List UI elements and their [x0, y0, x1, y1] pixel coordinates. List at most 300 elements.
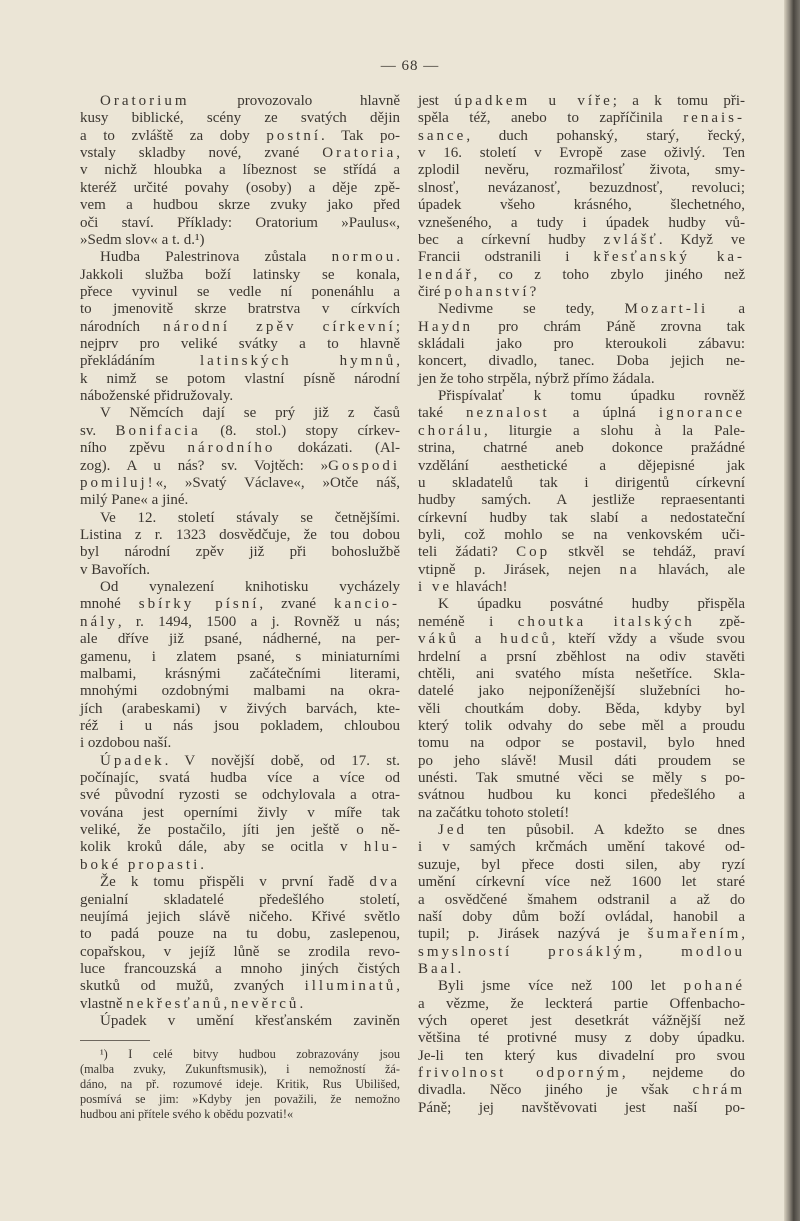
text-segment: neujímá jejich slávě ničeho. Křivé světlo [80, 908, 400, 925]
text-line [80, 1107, 400, 1122]
text-segment: ; a k tomu při- [612, 93, 745, 109]
text-line [80, 145, 400, 162]
text-line [418, 596, 745, 613]
text-segment: , [396, 145, 400, 162]
text-line [418, 631, 745, 648]
text-segment: ? [529, 283, 537, 300]
text-line [418, 475, 745, 492]
text-segment: byli, což mohlo se na venkovském uči- [418, 526, 745, 543]
emphasized-text: lendář [418, 266, 474, 283]
text-segment: hrdelní a prsní zběhlost na odiv stavěti [418, 648, 745, 665]
text-segment: v Bavořích. [80, 561, 150, 578]
text-segment: většina té protivné musy z doby úpadku. [418, 1030, 745, 1047]
text-line [80, 978, 400, 995]
text-segment: Že k tomu přispěli v první řadě [100, 874, 370, 891]
text-segment: koncert, divadlo, tanec. Doba jejich ne- [418, 353, 745, 370]
text-line [80, 944, 400, 961]
emphasized-text: Cop [516, 544, 551, 561]
emphasized-text: choutka italských [517, 613, 695, 630]
text-line [418, 128, 745, 145]
emphasized-text: latinských hymnů [199, 353, 397, 370]
text-line [418, 180, 745, 197]
text-segment: a to zvláště za doby [80, 127, 267, 144]
emphasized-text: šumařením [647, 926, 742, 943]
text-line [418, 353, 745, 370]
text-line [418, 388, 745, 405]
emphasized-text: chorálu [418, 422, 484, 439]
text-line [80, 388, 400, 405]
text-line [80, 701, 400, 718]
text-line [80, 93, 400, 110]
text-line [80, 1013, 400, 1030]
text-line [418, 215, 745, 232]
text-segment: Je-li ten který kus divadelní pro svou [418, 1047, 745, 1064]
text-line [80, 926, 400, 943]
text-segment: ale dříve již psané, nádherné, na per- [80, 631, 400, 648]
text-line [80, 631, 400, 648]
text-line [418, 1100, 745, 1117]
text-line [80, 475, 400, 492]
text-line [80, 510, 400, 527]
text-segment: vtipně p. Jirásek, nejen [418, 561, 620, 578]
text-segment: a [708, 301, 745, 318]
text-segment: Páně; jej navštěvovati jest naší po- [418, 1099, 745, 1116]
text-line [80, 1047, 400, 1062]
text-line [418, 978, 745, 995]
text-line [418, 110, 745, 127]
text-segment: hlavách! [452, 579, 508, 596]
emphasized-text: renais- [683, 110, 745, 127]
text-line [418, 1013, 745, 1030]
text-segment: dáno, na př. rozumové ideje. Kritik, Rus Ubilišed, [80, 1077, 400, 1091]
text-line [418, 787, 745, 804]
right-column [418, 93, 745, 1117]
text-segment: . [299, 995, 304, 1012]
text-segment: stkvěl se tehdáž, praví [550, 544, 745, 561]
text-line [418, 961, 745, 978]
emphasized-text: pomiluj! [80, 474, 156, 491]
text-segment: sv. [80, 422, 116, 439]
emphasized-text: boké propasti [80, 856, 201, 873]
text-segment: to padá pouze na tu dobu, zaslepenou, [80, 926, 400, 943]
emphasized-text: pohanství [444, 283, 530, 300]
text-segment: vstaly skladby nové, zvané [80, 145, 323, 162]
text-line [418, 544, 745, 561]
text-segment: nejprv pro veliké svátky a to hlavně [80, 336, 400, 353]
text-line [418, 926, 745, 943]
text-segment: ten působil. A kdežto se dnes [467, 822, 745, 839]
text-segment: (8. stol.) stopy církev- [200, 422, 400, 439]
text-segment: také [418, 405, 467, 422]
text-line [80, 301, 400, 318]
text-segment: u skladatelů tak i dirigentů církevní [418, 474, 745, 491]
text-line [80, 267, 400, 284]
text-line [418, 423, 745, 440]
text-line [80, 371, 400, 388]
text-segment: v 16. století v Evropě zase oživlý. Ten [418, 145, 745, 162]
text-segment: dokázati. (Al- [275, 440, 400, 457]
text-line [418, 579, 745, 596]
emphasized-text: Baal [418, 960, 458, 977]
text-segment: počínajíc, svatá hudba více a více od [80, 770, 400, 787]
text-segment: provozovalo hlavně [189, 93, 400, 109]
text-segment: oči staví. Příklady: Oratorium »Paulus«, [80, 214, 400, 231]
text-segment: zog). A u nás? sv. Vojtěch: » [80, 457, 329, 474]
text-segment: neméně i [418, 613, 518, 630]
text-line [418, 197, 745, 214]
emphasized-text: dva [369, 874, 400, 891]
text-line [418, 839, 745, 856]
text-segment: překládáním [80, 353, 200, 370]
text-segment: Od vynalezení knihotisku vycházely [100, 579, 400, 596]
text-line [418, 440, 745, 457]
text-segment: hlavách, ale [639, 561, 745, 578]
text-line [80, 492, 400, 509]
text-segment: i v samých krčmách umění takové od- [418, 839, 745, 856]
text-segment: a úplná [549, 405, 659, 422]
text-segment: a vězme, že leckterá partie Offenbacho- [418, 995, 745, 1012]
text-line [80, 353, 400, 370]
text-segment: vých operet jest desetkrát vážnější než [418, 1013, 745, 1030]
text-segment: naší doby dům boží ovládal, hanobil a [418, 908, 745, 925]
text-segment: mnohými ozdobnými malbami na okra- [80, 683, 400, 700]
emphasized-text: Jed [438, 822, 467, 839]
emphasized-text: postní [266, 127, 322, 144]
text-segment: malbami, krásnými začátečními literami, [80, 665, 400, 682]
text-segment: a osvědčené šmahem odstranil a až do [418, 891, 745, 908]
text-line [80, 614, 400, 631]
text-segment: . [200, 856, 204, 873]
emphasized-text: Oratorium [100, 93, 190, 109]
text-segment: . [396, 249, 400, 266]
text-segment: gamenu, i zlatem psané, s miniaturními [80, 648, 400, 665]
text-line [418, 996, 745, 1013]
text-segment: bec a církevní hudby [418, 231, 604, 248]
text-segment: . Tak po- [321, 127, 400, 144]
text-line [80, 1092, 400, 1107]
emphasized-text: hlu- [363, 839, 400, 856]
emphasized-text: Bonifacia [115, 422, 201, 439]
text-line [80, 110, 400, 127]
text-segment: posmívá se jim: »Kdyby jen považili, že nemožno [80, 1092, 400, 1106]
text-line [418, 666, 745, 683]
text-line [418, 492, 745, 509]
text-line [80, 249, 400, 266]
text-segment: Ve 12. století stávaly se četnějšími. [100, 509, 400, 526]
text-line [418, 232, 745, 249]
text-line [80, 874, 400, 891]
text-line [80, 753, 400, 770]
text-segment: církevní hudby tak slabí a nedostateční [418, 509, 745, 526]
text-line [80, 649, 400, 666]
text-line [80, 839, 400, 856]
text-line [80, 718, 400, 735]
text-line [418, 301, 745, 318]
text-line [80, 197, 400, 214]
text-line [418, 458, 745, 475]
text-segment: Jakkoli služba boží latinsky se konala, [80, 266, 400, 283]
text-segment: divadla. Něco jiného je však [418, 1082, 693, 1099]
emphasized-text: křesťanský ka- [593, 249, 745, 266]
text-line [80, 232, 400, 249]
text-line [80, 405, 400, 422]
text-segment: ; [395, 318, 400, 335]
emphasized-text: Oratoria [322, 145, 397, 162]
text-segment: hudby samých. A jestliže repraesentanti [418, 492, 745, 509]
text-line [418, 909, 745, 926]
text-segment: hudbou ani přítele svého k obědu pozvati!« [80, 1107, 294, 1121]
text-segment: kteréž určité povahy (osoby) a děje zpě- [80, 179, 400, 196]
text-line [418, 649, 745, 666]
text-segment: , co z toho zbylo jiného než [473, 266, 745, 283]
text-segment: svátnou hudbou ku konci předešlého a [418, 787, 745, 804]
emphasized-text: zvlášť [603, 231, 659, 248]
emphasized-text: sbírky písní [138, 596, 260, 613]
text-line [418, 735, 745, 752]
text-line [80, 284, 400, 301]
text-segment: i ozdobou naší. [80, 735, 172, 752]
text-line [418, 371, 745, 388]
emphasized-text: pohané [683, 978, 745, 995]
text-segment: , nejdeme do [621, 1065, 745, 1082]
text-line [80, 458, 400, 475]
text-line [80, 892, 400, 909]
text-segment: vzdělání aesthetické a dějepisné jak [418, 457, 745, 474]
emphasized-text: i ve [418, 579, 453, 596]
text-line [418, 1065, 745, 1082]
emphasized-text: chrám [692, 1082, 745, 1099]
text-segment: který tolik odvahy do sebe měl a proudu [418, 717, 745, 734]
text-segment: , kteří vždy a všude svou [551, 631, 745, 648]
text-segment: V Němcích dají se prý již z časů [100, 405, 400, 422]
text-segment: v nichž hloubka a líbeznost se střídá a [80, 162, 400, 179]
text-line [80, 336, 400, 353]
text-line [418, 527, 745, 544]
text-segment: pro chrám Páně zrovna tak [473, 318, 745, 335]
text-line [418, 1082, 745, 1099]
text-segment: , [396, 978, 400, 995]
text-line [418, 284, 745, 301]
text-segment: jen že toho strpěla, nýbrž přímo žádala. [418, 370, 655, 387]
text-line [418, 267, 745, 284]
text-segment: , [223, 995, 231, 1012]
text-line [80, 909, 400, 926]
emphasized-text: nekřesťanů [126, 995, 224, 1012]
text-line [80, 319, 400, 336]
emphasized-text: sance [418, 127, 467, 144]
text-line [418, 510, 745, 527]
emphasized-text: Úpadek [100, 752, 165, 769]
text-line [80, 996, 400, 1013]
text-segment: umění církevní více než 1600 let staré [418, 874, 745, 891]
text-segment: zpě- [694, 613, 746, 630]
emphasized-text: smyslností prosáklým, modlou [418, 943, 745, 960]
text-line [418, 336, 745, 353]
emphasized-text: národní zpěv církevní [163, 318, 396, 335]
text-segment: . [457, 960, 462, 977]
text-segment: , duch pohanský, starý, řecký, [466, 127, 745, 144]
text-segment: mnohé [80, 596, 139, 613]
text-segment: vlastně [80, 995, 127, 1012]
text-segment: vznešeného, a tudy i úpadek hudby vů- [418, 214, 745, 231]
text-segment: ¹) I celé bitvy hudbou zobrazovány jsou [100, 1047, 400, 1061]
text-line [418, 319, 745, 336]
text-line [80, 423, 400, 440]
text-segment: náboženské přidružovaly. [80, 388, 234, 405]
text-line [418, 857, 745, 874]
text-segment: spěla též, anebo to zapříčinila [418, 110, 684, 127]
text-segment: luce francouzská a mnoho jiných čistých [80, 960, 400, 977]
text-segment: to jmenovitě skrze bratrstva v církvích [80, 301, 400, 318]
text-segment: , zvané [259, 596, 335, 613]
text-line [418, 162, 745, 179]
text-segment: copařskou, v jejíž lůně se zrodila revo- [80, 943, 400, 960]
text-line [418, 770, 745, 787]
emphasized-text: úpadkem u víře [454, 93, 613, 109]
text-line [80, 805, 400, 822]
text-segment: . V novější době, od 17. st. [164, 752, 400, 769]
text-segment: skutků od mužů, zvaných [80, 978, 305, 995]
emphasized-text: Haydn [418, 318, 473, 335]
text-segment: věli choutkám doby. Běda, kdyby byl [418, 700, 745, 717]
left-column [80, 93, 400, 1030]
text-segment: vována jest operními živly v míře tak [80, 804, 400, 821]
text-segment: Přispívalať k tomu úpadku rovněž [438, 388, 745, 405]
text-segment: byl národní zpěv již při bohoslužbě [80, 544, 400, 561]
text-segment: »Sedm slov« a t. d.¹) [80, 231, 205, 248]
text-line [80, 544, 400, 561]
text-line [418, 874, 745, 891]
text-line [80, 562, 400, 579]
text-line [418, 701, 745, 718]
text-line [418, 614, 745, 631]
text-segment: Nedivme se tedy, [438, 301, 625, 318]
text-segment: úpadek všeho krásného, šlechetného, [418, 197, 745, 214]
text-segment: suzuje, byl přece dosti silen, aby ryzí [418, 856, 745, 873]
emphasized-text: Gospodi [328, 457, 400, 474]
text-line [80, 1062, 400, 1077]
text-segment: , r. 1494, 1500 a j. Rovněž u nás; [117, 613, 400, 630]
emphasized-text: na [619, 561, 640, 578]
text-line [418, 145, 745, 162]
emphasized-text: váků a hudců [418, 631, 552, 648]
text-line [418, 1030, 745, 1047]
emphasized-text: nály [80, 613, 118, 630]
text-line [418, 822, 745, 839]
text-line [80, 128, 400, 145]
text-segment: k nimž se potom vlastní písně národní [80, 370, 400, 387]
text-line [418, 249, 745, 266]
text-segment: , [741, 926, 745, 943]
text-line [80, 787, 400, 804]
text-segment: jest [418, 93, 455, 109]
text-segment: chtěli, ani svatého místa nešetříce. Skla- [418, 665, 745, 682]
text-line [418, 718, 745, 735]
text-segment: , [396, 353, 400, 370]
text-line [80, 180, 400, 197]
text-segment: . Když ve [658, 231, 745, 248]
text-segment: jích (arabeskami) v živých barvách, kte- [80, 700, 400, 717]
text-segment: veliké, že postačilo, jíti jen ještě o ně- [80, 822, 400, 839]
text-segment: slnosť, nevázanosť, bezuzdnosť, revoluci; [418, 179, 745, 196]
text-segment: ního zpěvu [80, 440, 188, 457]
text-line [80, 961, 400, 978]
emphasized-text: ignorance [658, 405, 746, 422]
text-line [80, 440, 400, 457]
text-segment: K úpadku posvátné hudby přispěla [438, 596, 745, 613]
text-segment: teli žádati? [418, 544, 517, 561]
text-line [80, 596, 400, 613]
text-line [80, 579, 400, 596]
text-line [80, 735, 400, 752]
scan-page-edge [784, 0, 800, 1221]
text-line [80, 822, 400, 839]
text-segment: réž i u nás jsou pokladem, chloubou [80, 717, 400, 734]
text-line [80, 770, 400, 787]
emphasized-text: nevěrců [230, 995, 300, 1012]
emphasized-text: kancio- [334, 596, 400, 613]
text-line [418, 1048, 745, 1065]
text-segment: «, »Svatý Václave«, »Otče náš, [155, 474, 400, 491]
text-line [418, 405, 745, 422]
emphasized-text: normou [331, 249, 397, 266]
text-line [80, 162, 400, 179]
emphasized-text: illuminatů [304, 978, 397, 995]
text-segment: Hudba Palestrinova zůstala [100, 249, 332, 266]
emphasized-text: frivolnost odporným [418, 1065, 622, 1082]
page-number: — 68 — [380, 58, 440, 74]
text-segment: Úpadek v umění křesťanském zaviněn [100, 1013, 400, 1030]
text-segment: přece vyvinul se vedle ní ponenáhlu a [80, 283, 400, 300]
text-line [80, 683, 400, 700]
text-line [80, 857, 400, 874]
text-segment: genialní skladatelé předešlého století, [80, 891, 400, 908]
emphasized-text: národního [187, 440, 276, 457]
emphasized-text: neznalost [466, 405, 550, 422]
text-line [80, 1077, 400, 1092]
text-segment: po jeho slávě! Musil dáti proudem se [418, 752, 745, 769]
text-segment: Byli jsme více než 100 let [438, 978, 684, 995]
text-line [418, 892, 745, 909]
text-line [418, 93, 745, 110]
text-segment: tomu na odpor se postavil, bylo hned [418, 735, 745, 752]
text-line [80, 666, 400, 683]
text-segment: milý Pane« a jiné. [80, 492, 189, 509]
text-line [418, 753, 745, 770]
text-segment: kusy biblické, scény ze svatých dějin [80, 110, 400, 127]
text-line [418, 683, 745, 700]
text-segment: , liturgie a slohu à la Pale- [483, 422, 745, 439]
text-segment: Listina z r. 1323 dosvědčuje, že tou dobou [80, 526, 400, 543]
text-segment: datelé jako nejponíženější služebníci ho- [418, 683, 745, 700]
text-line [418, 562, 745, 579]
text-segment: Francii odstranili i [418, 249, 594, 266]
text-line [418, 944, 745, 961]
text-segment: národních [80, 318, 164, 335]
text-segment: unésti. Tak smutné věci se měly s po- [418, 770, 745, 787]
footnote-divider [80, 1040, 150, 1041]
footnote [80, 1047, 400, 1122]
text-segment: zplodil nevěru, rozmařilosť života, smy- [418, 162, 745, 179]
text-segment: strina, chatrné aneb dokonce pražádné [418, 440, 745, 457]
text-segment: tupil; p. Jirásek nazývá je [418, 926, 648, 943]
text-segment: kolik kroků dále, aby se ocitla v [80, 839, 364, 856]
text-segment: čiré [418, 283, 445, 300]
text-segment: své původní ryzosti se odchylovala a otra- [80, 787, 400, 804]
text-line [80, 527, 400, 544]
text-segment: (malba zvuky, Zukunftsmusik), i nemožností žá- [80, 1062, 400, 1076]
text-segment: skládali jako pro kteroukoli zábavu: [418, 336, 745, 353]
